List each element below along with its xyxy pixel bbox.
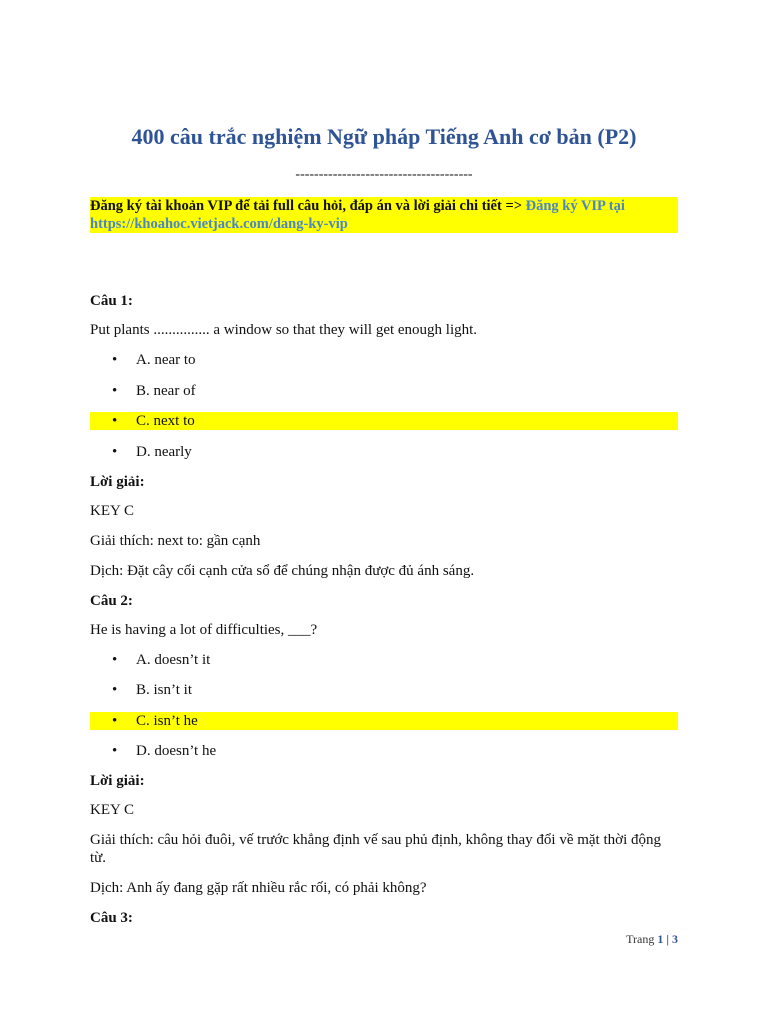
answer-option: • A. near to (112, 352, 196, 368)
answer-blank: ___ (288, 621, 311, 638)
questions-content (90, 292, 678, 938)
answer-option: • D. doesn’t he (112, 743, 217, 759)
bullet-icon: • (112, 382, 118, 399)
answer-option: • B. near of (112, 382, 196, 399)
answer-key: KEY C (90, 802, 135, 818)
bullet-icon: • (112, 682, 118, 698)
explanation-text: Giải thích: câu hỏi đuôi, vế trước khẳng định vế sau phủ định, không thay đổi về mặt thời động từ. (90, 832, 661, 866)
question-heading: Câu 1: (90, 293, 133, 309)
bullet-icon: • (112, 712, 118, 729)
page-footer (600, 931, 678, 947)
answer-option: • A. doesn’t it (112, 651, 211, 668)
translation-text: Dịch: Anh ấy đang gặp rất nhiều rắc rối, có phải không? (90, 880, 427, 896)
question-heading: Câu 3: (90, 910, 133, 926)
current-page-number: 1 (657, 932, 664, 946)
answer-option: • D. nearly (112, 443, 192, 460)
promo-text: Đăng ký tài khoản VIP để tải full câu hỏi, đáp án và lời giải chi tiết => (90, 198, 526, 214)
footer-label: Trang (626, 932, 658, 946)
bullet-icon: • (112, 651, 118, 668)
answer-option: • B. isn’t it (112, 682, 192, 698)
bullet-icon: • (112, 352, 118, 368)
answer-options (90, 651, 678, 761)
answer-key: KEY C (90, 502, 135, 519)
bullet-icon: • (112, 413, 118, 429)
question-heading: Câu 2: (90, 592, 133, 609)
answer-option-correct: • C. next to (90, 412, 678, 430)
vip-promo-banner (90, 197, 678, 233)
bullet-icon: • (112, 443, 118, 460)
question-text: Put plants ............... a window so that they will get enough light. (90, 322, 478, 338)
answer-options (90, 351, 678, 461)
question-text: He is having a lot of difficulties, ___? (90, 621, 318, 638)
bullet-icon: • (112, 743, 118, 759)
total-pages: 3 (672, 932, 678, 946)
footer-separator: | (663, 932, 672, 946)
solution-heading: Lời giải: (90, 773, 145, 789)
translation-text: Dịch: Đặt cây cối cạnh cửa sổ để chúng nhận được đủ ánh sáng. (90, 562, 475, 579)
solution-heading: Lời giải: (90, 473, 145, 490)
explanation-text: Giải thích: next to: gần cạnh (90, 532, 261, 549)
divider-line: -------------------------------------- (295, 167, 473, 182)
page-title: 400 câu trắc nghiệm Ngữ pháp Tiếng Anh cơ bản (P2) (131, 124, 637, 149)
vip-register-link[interactable]: Đăng ký VIP tại https://khoahoc.vietjack.com/dang-ky-vip (90, 198, 625, 232)
answer-option-correct: • C. isn’t he (90, 712, 678, 730)
